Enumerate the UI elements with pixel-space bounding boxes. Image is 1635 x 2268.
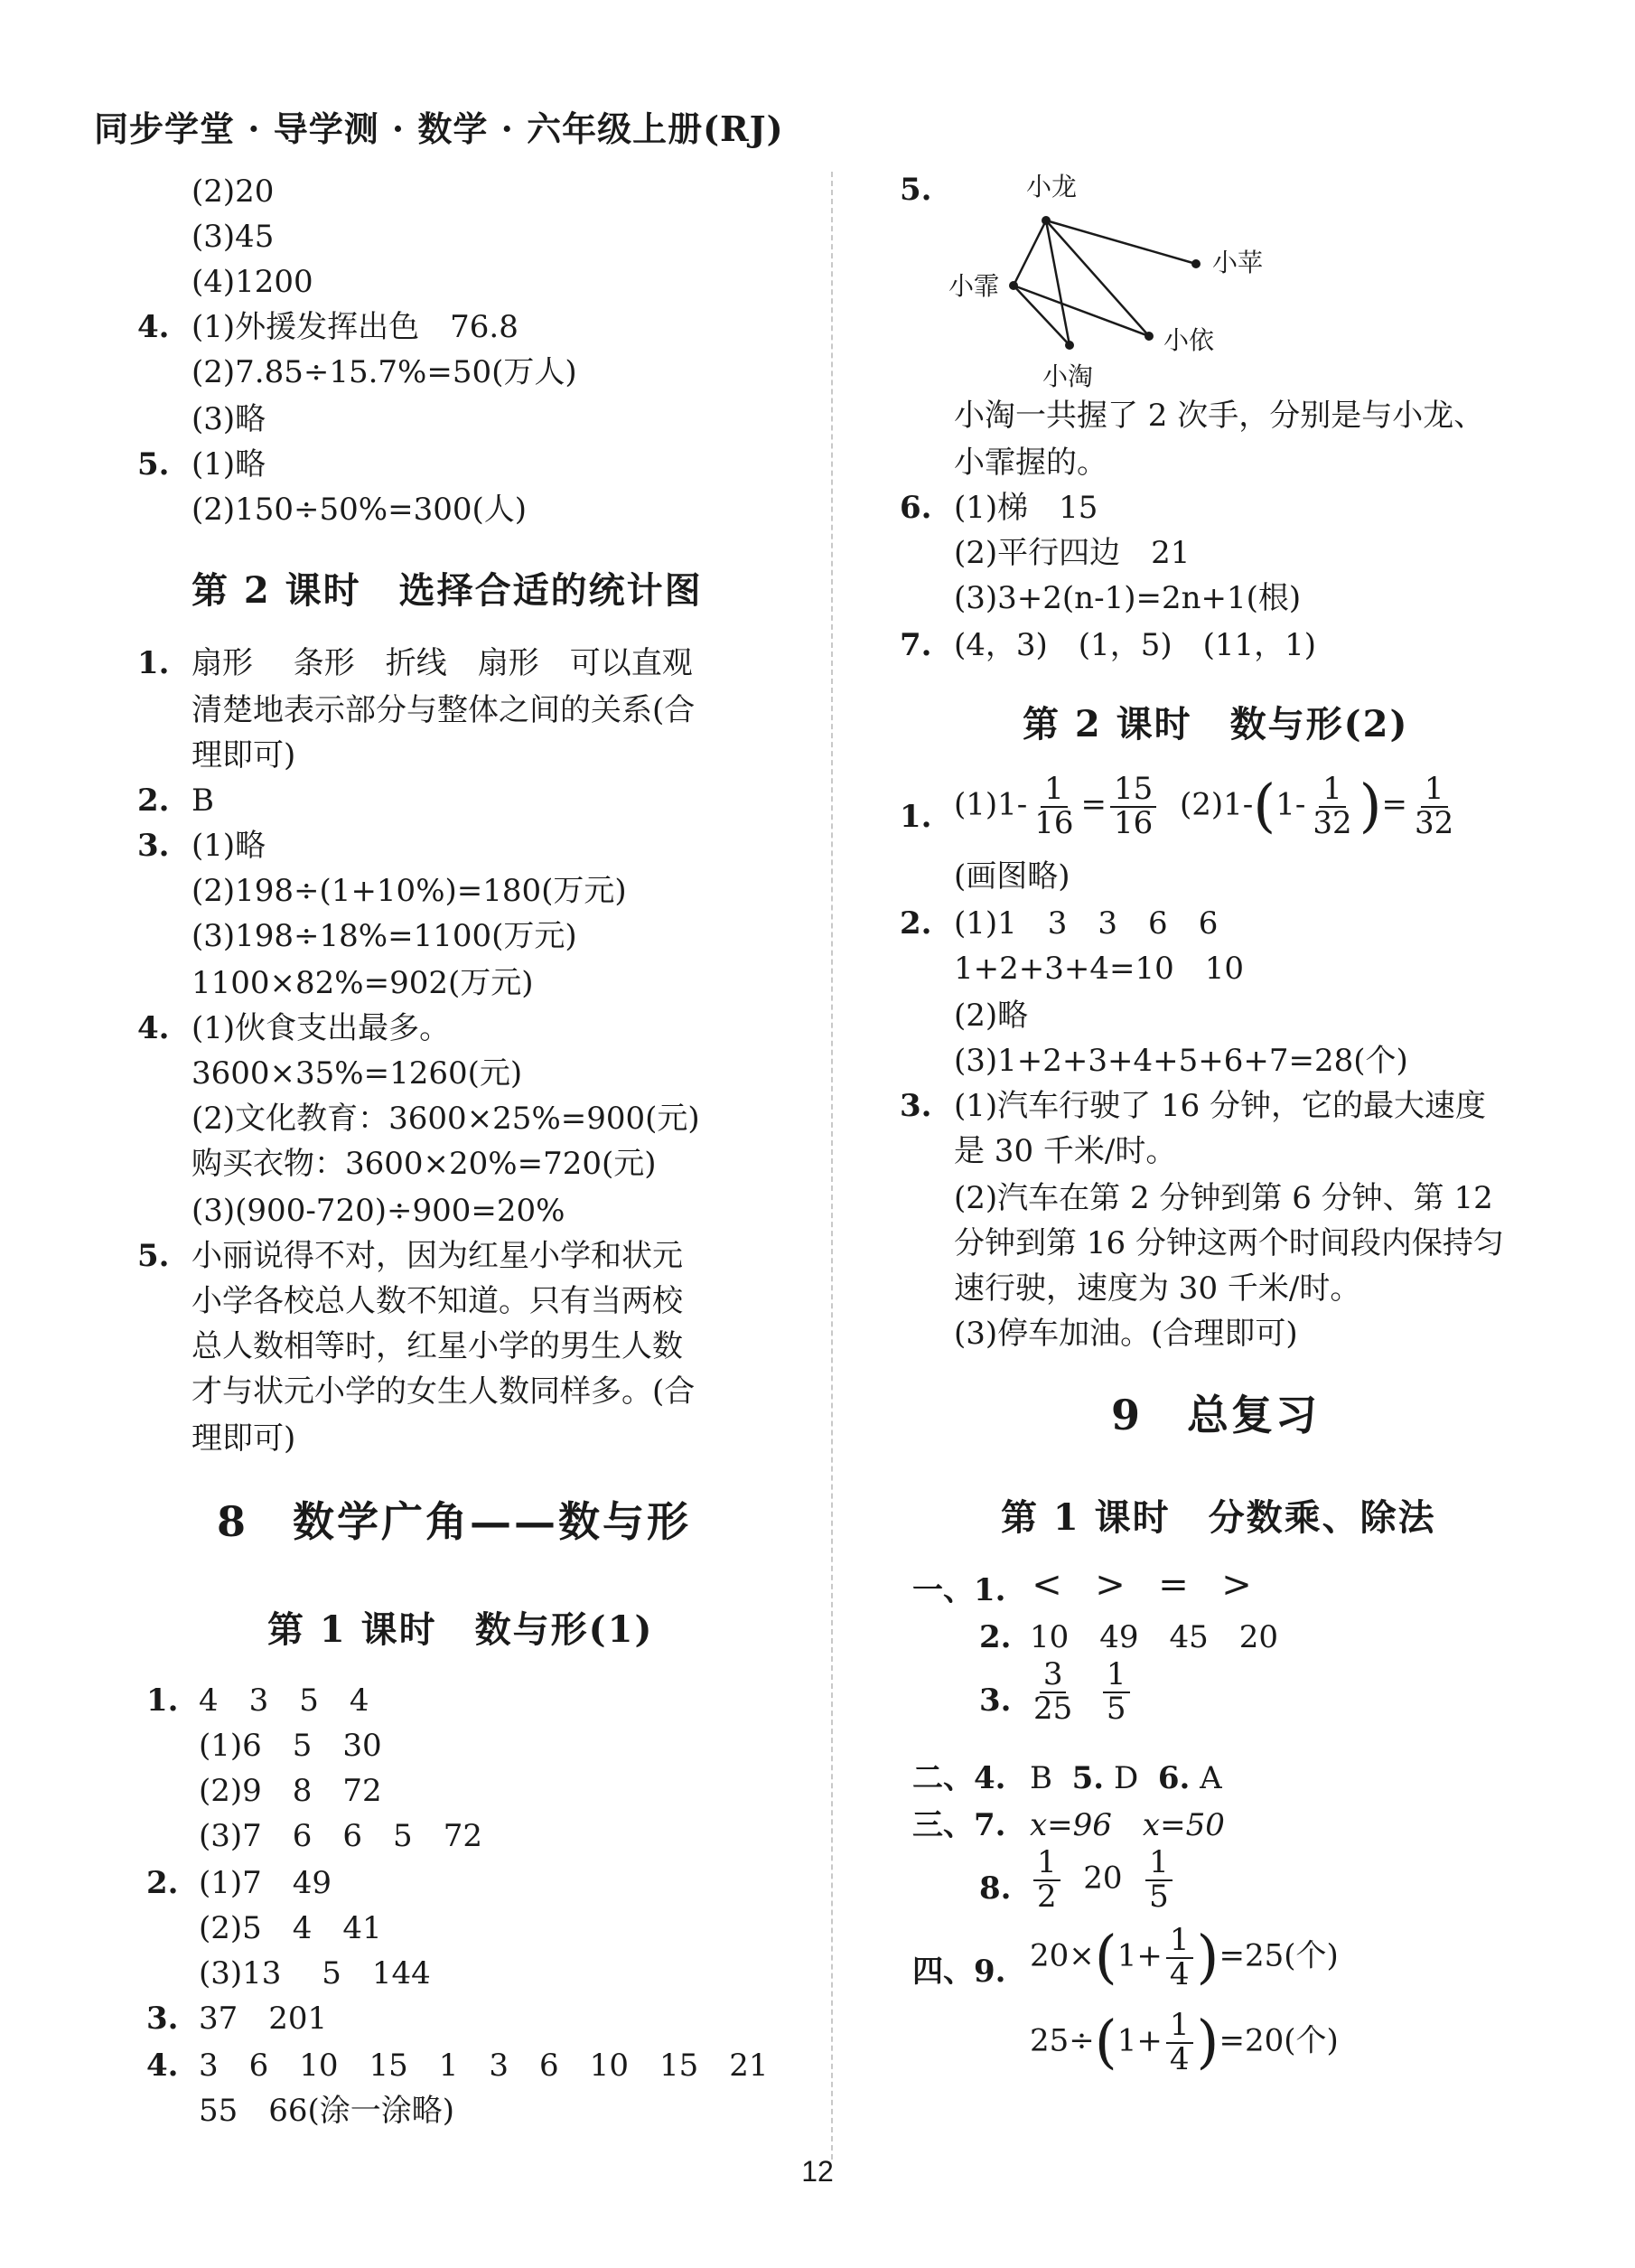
answer-line: (画图略) <box>954 858 1070 895</box>
answer-line: (1)6 5 30 <box>199 1728 382 1764</box>
question-number: 5. <box>137 1238 170 1274</box>
answer-line: 小学各校总人数不知道。只有当两校 <box>192 1283 683 1319</box>
answer-line: (3)1+2+3+4+5+6+7=28(个) <box>954 1043 1408 1079</box>
answer-line: 小淘一共握了 2 次手，分别是与小龙、 <box>954 398 1485 434</box>
answer-line: (3)198÷18%=1100(万元) <box>192 918 577 954</box>
answer-line: (2)150÷50%=300(人) <box>192 492 528 528</box>
answer-line: 小丽说得不对，因为红星小学和状元 <box>192 1238 683 1274</box>
answer-line: 37 201 <box>199 2001 328 2037</box>
answer-line: (2)20 <box>192 173 275 210</box>
question-number: 4. <box>146 2048 179 2084</box>
answer-line: 55 66(涂一涂略) <box>199 2093 455 2129</box>
unit-title: 8 数学广角——数与形 <box>217 1497 692 1546</box>
answer-line: 扇形 条形 折线 扇形 可以直观 <box>192 645 693 681</box>
question-number: 5. <box>137 446 170 483</box>
question-number: 1. <box>146 1682 179 1719</box>
answer-line: (2)5 4 41 <box>199 1910 382 1946</box>
fraction-answers: $\frac{3}{25}$ $\frac{1}{5}$ <box>1026 1659 1134 1725</box>
equation-line: 25÷(1+ $\frac{1}{4}$ )=20(个) <box>1030 2007 1339 2077</box>
answer-line: 1100×82%=902(万元) <box>192 965 534 1001</box>
answer-line: (3)(900-720)÷900=20% <box>192 1193 565 1229</box>
lesson-title: 第 2 课时 数与形(2) <box>1023 703 1409 745</box>
answer-line: 是 30 千米/时。 <box>954 1133 1177 1169</box>
section-label: 三、7. <box>912 1807 1006 1843</box>
answer-line: 3600×35%=1260(元) <box>192 1055 523 1092</box>
answer-line: 速行驶，速度为 30 千米/时。 <box>954 1270 1361 1307</box>
answer-line: (3)停车加油。(合理即可) <box>954 1316 1298 1352</box>
column-divider <box>831 172 833 2160</box>
answer-line: 1+2+3+4=10 10 <box>954 951 1245 987</box>
diagram-label: 小苹 <box>1212 248 1264 277</box>
answer-line: (2)9 8 72 <box>199 1773 382 1809</box>
answer-line: (1)外援发挥出色 76.8 <box>192 309 519 345</box>
answer-line: (3)13 5 144 <box>199 1955 431 1992</box>
answer-line: (1)梯 15 <box>954 490 1098 526</box>
answer-line: (1)略 <box>192 828 266 864</box>
lesson-title: 第 1 课时 数与形(1) <box>267 1608 654 1651</box>
answer-line: 分钟到第 16 分钟这两个时间段内保持匀 <box>954 1225 1504 1261</box>
answer-line: x=96 x=50 <box>1030 1807 1225 1843</box>
answer-line: 才与状元小学的女生人数同样多。(合 <box>192 1373 696 1410</box>
lesson-title: 第 1 课时 分数乘、除法 <box>1001 1496 1436 1539</box>
answer-line: (1)7 49 <box>199 1865 332 1901</box>
unit-title: 9 总复习 <box>1111 1391 1321 1439</box>
equation-line: 20×(1+ $\frac{1}{4}$ )=25(个) <box>1030 1922 1339 1992</box>
answer-line: 3 6 10 15 1 3 6 10 15 21 <box>199 2048 769 2084</box>
answer-line: (3)45 <box>192 219 275 255</box>
question-number: 2. <box>979 1619 1012 1655</box>
question-number: 3. <box>900 1088 932 1124</box>
question-number: 1. <box>900 799 932 835</box>
answer-line: B <box>192 783 214 819</box>
question-number: 6. <box>900 490 932 526</box>
answer-line: (1)略 <box>192 446 266 483</box>
answer-line: 10 49 45 20 <box>1030 1619 1279 1655</box>
answer-line: (1)伙食支出最多。 <box>192 1010 451 1046</box>
answer-line: (3)略 <box>192 401 266 437</box>
section-label: 二、4. <box>912 1760 1006 1796</box>
answer-line: 理即可) <box>192 1420 296 1457</box>
answer-line: (2)平行四边 21 <box>954 535 1191 571</box>
answer-line: 总人数相等时，红星小学的男生人数 <box>192 1328 683 1364</box>
section-label: 一、1. <box>912 1572 1006 1608</box>
question-number: 3. <box>137 828 170 864</box>
question-number: 2. <box>900 905 932 942</box>
question-number: 7. <box>900 627 932 663</box>
answer-line: (4，3) (1，5) (11，1) <box>954 627 1317 663</box>
handshake-diagram <box>930 163 1310 398</box>
question-number: 3. <box>979 1682 1012 1719</box>
page-number: 12 <box>801 2155 834 2188</box>
answer-line: (2)文化教育：3600×25%=900(元) <box>192 1101 700 1137</box>
diagram-label: 小淘 <box>1042 361 1094 391</box>
answer-line: 小霏握的。 <box>954 445 1107 481</box>
fraction-answers: $\frac{1}{2}$ 20 $\frac{1}{5}$ <box>1030 1847 1176 1913</box>
answer-line: (2)略 <box>954 998 1029 1034</box>
fraction-expression: (1)1- $\frac{1}{16}$ = $\frac{15}{16}$ (2)1-(1- $\frac{1}{32}$ )= $\frac{1}{32}$ <box>954 771 1454 841</box>
section-label: 四、9. <box>912 1954 1006 1990</box>
answer-line: (1)1 3 3 6 6 <box>954 905 1219 942</box>
diagram-label: 小依 <box>1163 325 1215 355</box>
diagram-label: 小龙 <box>1026 172 1078 201</box>
question-number: 4. <box>137 309 170 345</box>
answer-line: 理即可) <box>192 737 296 773</box>
lesson-title: 第 2 课时 选择合适的统计图 <box>192 569 703 612</box>
answer-line: 购买衣物：3600×20%=720(元) <box>192 1146 657 1182</box>
answer-line: B 5. D 6. A <box>1030 1760 1222 1796</box>
answer-line: (3)7 6 6 5 72 <box>199 1818 482 1854</box>
answer-line: (3)3+2(n-1)=2n+1(根) <box>954 580 1302 616</box>
question-number: 2. <box>146 1865 179 1901</box>
answer-line: 清楚地表示部分与整体之间的关系(合 <box>192 692 696 728</box>
question-number: 8. <box>979 1870 1012 1907</box>
answer-line: (2)7.85÷15.7%=50(万人) <box>192 354 577 390</box>
comparison-symbols: < > = > <box>1032 1564 1252 1606</box>
diagram-label: 小霏 <box>948 271 1000 301</box>
answer-line: 4 3 5 4 <box>199 1682 369 1719</box>
answer-line: (2)汽车在第 2 分钟到第 6 分钟、第 12 <box>954 1180 1493 1216</box>
header-title: 同步学堂 · 导学测 · 数学 · 六年级上册(RJ) <box>94 108 784 149</box>
question-number: 1. <box>137 645 170 681</box>
question-number: 4. <box>137 1010 170 1046</box>
question-number: 5. <box>900 172 932 208</box>
question-number: 3. <box>146 2001 179 2037</box>
answer-line: (4)1200 <box>192 264 313 300</box>
question-number: 2. <box>137 783 170 819</box>
answer-line: (1)汽车行驶了 16 分钟，它的最大速度 <box>954 1088 1487 1124</box>
answer-line: (2)198÷(1+10%)=180(万元) <box>192 873 627 909</box>
